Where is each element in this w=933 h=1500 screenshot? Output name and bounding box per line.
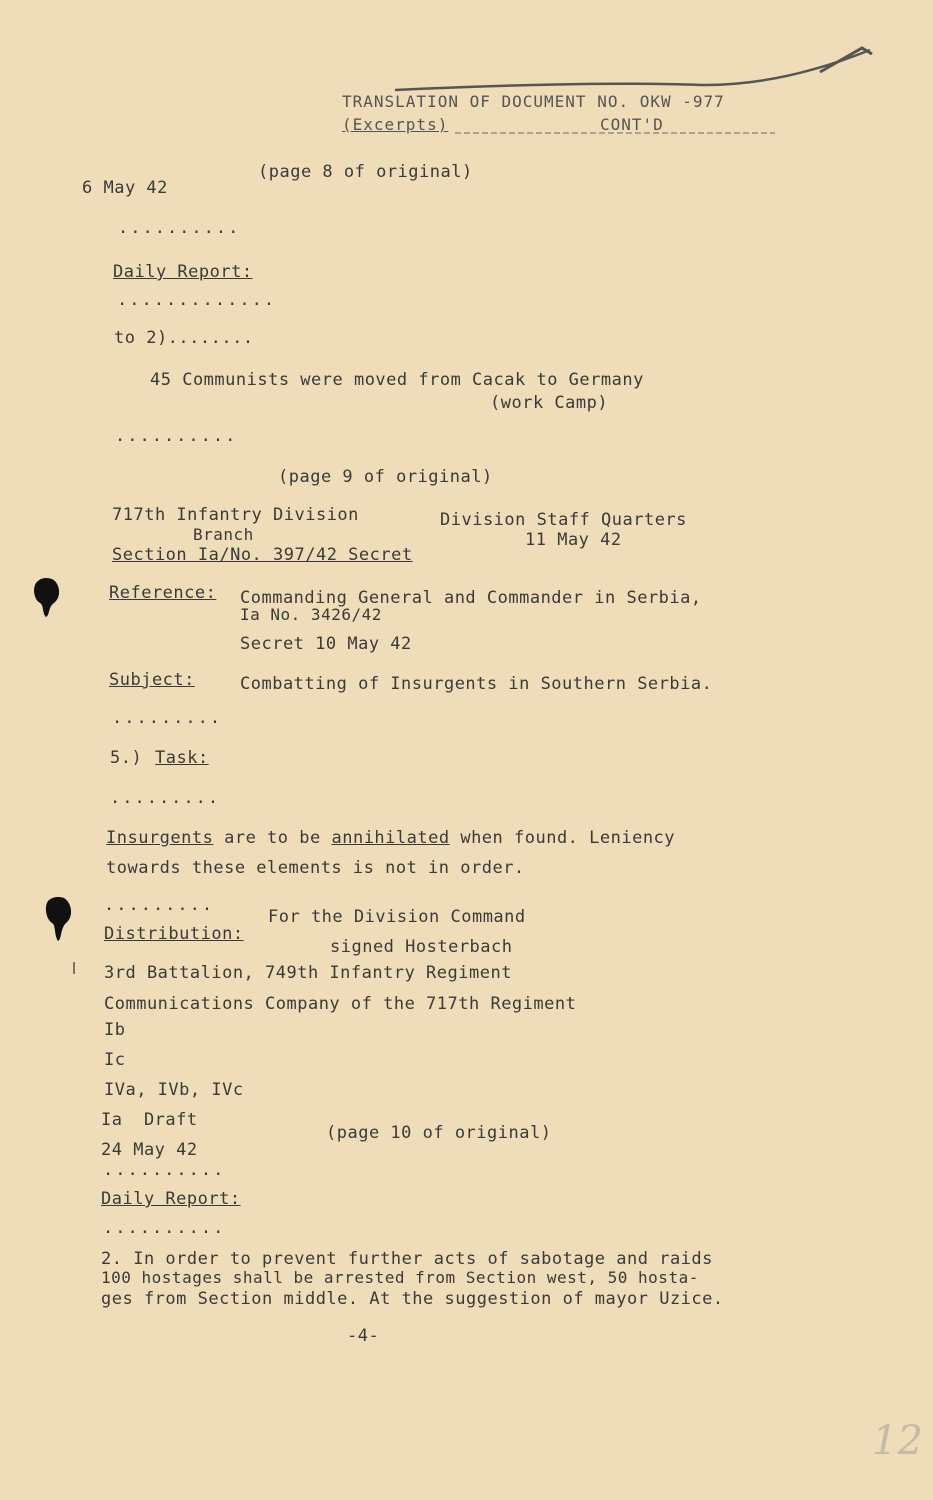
ellipsis-g: .......... bbox=[103, 1160, 226, 1180]
handwritten-page-number: 12 bbox=[872, 1418, 923, 1464]
division-branch: Branch bbox=[193, 525, 254, 544]
division-hq: Division Staff Quarters bbox=[440, 510, 687, 530]
reference-line-1: Commanding General and Commander in Serbia, bbox=[240, 588, 702, 608]
header-title: TRANSLATION OF DOCUMENT NO. OKW -977 bbox=[342, 92, 725, 111]
distribution-item: IVa, IVb, IVc bbox=[104, 1080, 244, 1100]
punch-hole-icon bbox=[28, 575, 68, 621]
ellipsis-d: ......... bbox=[112, 708, 223, 728]
ellipsis-f: ......... bbox=[104, 895, 215, 915]
page-ref-10: (page 10 of original) bbox=[326, 1123, 552, 1143]
distribution-item: 3rd Battalion, 749th Infantry Regiment bbox=[104, 963, 512, 983]
subject-text: Combatting of Insurgents in Southern Serbia. bbox=[240, 674, 713, 694]
ellipsis-c: .......... bbox=[115, 426, 238, 446]
order-text-b: when found. Leniency bbox=[460, 828, 676, 848]
para-2-line-3: ges from Section middle. At the suggestion of mayor Uzice. bbox=[101, 1289, 724, 1309]
reference-line-2: Ia No. 3426/42 bbox=[240, 605, 382, 624]
word-insurgents: Insurgents bbox=[106, 828, 214, 848]
order-text-a: are to be bbox=[224, 828, 321, 848]
subject-label: Subject: bbox=[109, 670, 195, 690]
ellipsis-h: .......... bbox=[103, 1218, 226, 1238]
order-line-1 bbox=[106, 828, 675, 848]
division-section: Section Ia/No. 397/42 Secret bbox=[112, 545, 413, 565]
page-ref-9: (page 9 of original) bbox=[278, 467, 493, 487]
order-line-2: towards these elements is not in order. bbox=[106, 858, 525, 878]
distribution-item: Communications Company of the 717th Regiment bbox=[104, 994, 577, 1014]
para-2-line-1: 2. In order to prevent further acts of sabotage and raids bbox=[101, 1249, 713, 1269]
communists-line-1: 45 Communists were moved from Cacak to Germany bbox=[150, 370, 644, 390]
header-excerpts: (Excerpts) bbox=[342, 115, 449, 134]
daily-report-heading-2: Daily Report: bbox=[101, 1189, 241, 1209]
para-2-line-2: 100 hostages shall be arrested from Section west, 50 hosta- bbox=[101, 1268, 699, 1287]
page-ref-8: (page 8 of original) bbox=[258, 162, 473, 182]
ellipsis-b: ............. bbox=[117, 290, 277, 310]
task-label: Task: bbox=[155, 748, 209, 768]
signature-for: For the Division Command bbox=[268, 907, 526, 927]
distribution-item: Ib bbox=[104, 1020, 126, 1040]
punch-hole-icon bbox=[42, 895, 82, 945]
reference-line-3: Secret 10 May 42 bbox=[240, 634, 412, 654]
distribution-label: Distribution: bbox=[104, 924, 244, 944]
distribution-item: Ic bbox=[104, 1050, 126, 1070]
header-contd: CONT'D bbox=[600, 115, 664, 134]
division-hq-date: 11 May 42 bbox=[525, 530, 622, 550]
header-strikethrough-stroke bbox=[0, 0, 933, 160]
page-number: -4- bbox=[347, 1326, 380, 1346]
daily-report-heading-1: Daily Report: bbox=[113, 262, 253, 282]
word-annihilated: annihilated bbox=[331, 828, 450, 848]
date-6-may: 6 May 42 bbox=[82, 178, 168, 198]
margin-mark-icon bbox=[70, 960, 78, 976]
ellipsis-e: ......... bbox=[110, 788, 221, 808]
date-24-may: 24 May 42 bbox=[101, 1140, 198, 1160]
division-name: 717th Infantry Division bbox=[112, 505, 359, 525]
ellipsis-a: .......... bbox=[118, 218, 241, 238]
item-to-2: to 2)........ bbox=[114, 328, 254, 348]
reference-label: Reference: bbox=[109, 583, 217, 603]
task-number: 5.) bbox=[110, 748, 143, 768]
signature-signed: signed Hosterbach bbox=[330, 937, 513, 957]
communists-line-2: (work Camp) bbox=[490, 393, 609, 413]
distribution-item: Ia Draft bbox=[101, 1110, 198, 1130]
